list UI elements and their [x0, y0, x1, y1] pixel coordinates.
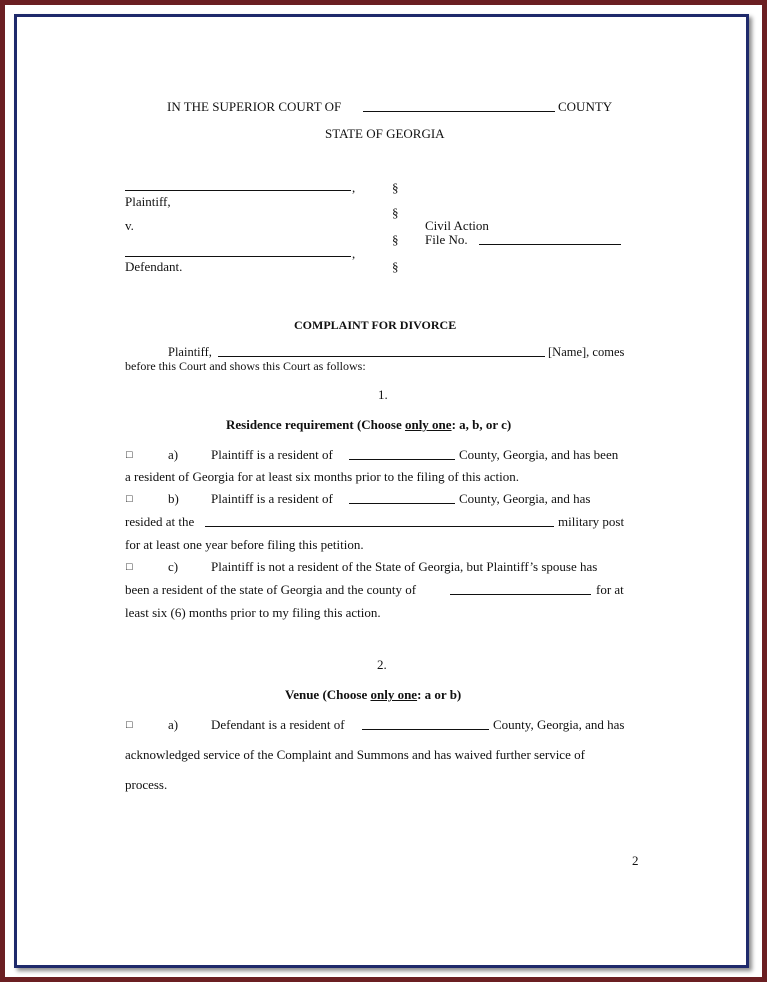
- plaintiff-comma: ,: [352, 180, 356, 195]
- blank-2a-county: [362, 729, 489, 730]
- court-suffix: COUNTY: [558, 99, 613, 114]
- civil-action-label: Civil Action: [425, 218, 489, 233]
- text-1b-l3: for at least one year before filing this petition.: [125, 537, 364, 552]
- text-1b-l2-pre: resided at the: [125, 514, 195, 529]
- section1-heading-post: : a, b, or c): [451, 417, 512, 432]
- section2-heading-post: : a or b): [417, 687, 462, 702]
- section-symbol-1: §: [392, 180, 399, 195]
- plaintiff-label: Plaintiff,: [125, 194, 171, 209]
- file-no-label: File No.: [425, 232, 468, 247]
- section2-heading: [285, 687, 461, 702]
- text-1c-l1: Plaintiff is not a resident of the State of Georgia, but Plaintiff’s spouse has: [211, 559, 598, 574]
- intro-line2: before this Court and shows this Court as follows:: [125, 359, 366, 373]
- intro-plaintiff: Plaintiff,: [168, 345, 212, 359]
- text-1b-l2-post: military post: [558, 514, 625, 529]
- county-blank: [363, 111, 555, 112]
- defendant-label: Defendant.: [125, 259, 183, 274]
- intro-name-suffix: [Name], comes: [548, 345, 625, 359]
- section1-heading-pre: Residence requirement (Choose: [226, 417, 405, 432]
- versus-label: v.: [125, 218, 134, 233]
- text-2a-l1-post: County, Georgia, and has: [493, 717, 625, 732]
- document-page: [14, 14, 749, 968]
- section2-heading-only-one: only one: [370, 687, 418, 702]
- section-symbol-4: §: [392, 259, 399, 274]
- text-1a-l1-pre: Plaintiff is a resident of: [211, 447, 333, 462]
- blank-1a-county: [349, 459, 455, 460]
- section1-number: 1.: [378, 387, 388, 402]
- checkbox-1c[interactable]: □: [126, 561, 133, 573]
- blank-1b-military-post: [205, 526, 554, 527]
- text-1c-l3: least six (6) months prior to my filing this action.: [125, 605, 381, 620]
- court-prefix: IN THE SUPERIOR COURT OF: [167, 99, 342, 114]
- checkbox-2a[interactable]: □: [126, 719, 133, 731]
- blank-1b-county: [349, 503, 455, 504]
- text-2a-l1-pre: Defendant is a resident of: [211, 717, 345, 732]
- text-1b-l1-pre: Plaintiff is a resident of: [211, 491, 333, 506]
- intro-name-blank: [218, 356, 545, 357]
- text-2a-l2: acknowledged service of the Complaint and Summons and has waived further service of: [125, 747, 585, 762]
- defendant-comma: ,: [352, 246, 356, 261]
- section1-heading-only-one: only one: [404, 417, 452, 432]
- plaintiff-name-blank: [125, 190, 351, 191]
- text-1a-l1-post: County, Georgia, and has been: [459, 447, 619, 462]
- text-2a-l3: process.: [125, 777, 168, 792]
- label-2a: a): [168, 717, 179, 732]
- blank-1c-county: [450, 594, 591, 595]
- section1-heading: [226, 417, 511, 432]
- file-no-blank: [479, 244, 621, 245]
- complaint-title: COMPLAINT FOR DIVORCE: [294, 318, 457, 332]
- section-symbol-2: §: [392, 205, 399, 220]
- checkbox-1b[interactable]: □: [126, 493, 133, 505]
- section2-heading-pre: Venue (Choose: [285, 687, 371, 702]
- text-1c-l2-pre: been a resident of the state of Georgia and the county of: [125, 582, 417, 597]
- page-number: 2: [632, 853, 639, 868]
- state-heading: STATE OF GEORGIA: [325, 126, 445, 141]
- section-symbol-3: §: [392, 232, 399, 247]
- label-1b: b): [168, 491, 179, 506]
- defendant-name-blank: [125, 256, 351, 257]
- label-1a: a): [168, 447, 179, 462]
- section2-number: 2.: [377, 657, 387, 672]
- text-1a-l2: a resident of Georgia for at least six months prior to the filing of this action.: [125, 469, 520, 484]
- text-1c-l2-post: for at: [596, 582, 624, 597]
- text-1b-l1-post: County, Georgia, and has: [459, 491, 591, 506]
- checkbox-1a[interactable]: □: [126, 449, 133, 461]
- label-1c: c): [168, 559, 179, 574]
